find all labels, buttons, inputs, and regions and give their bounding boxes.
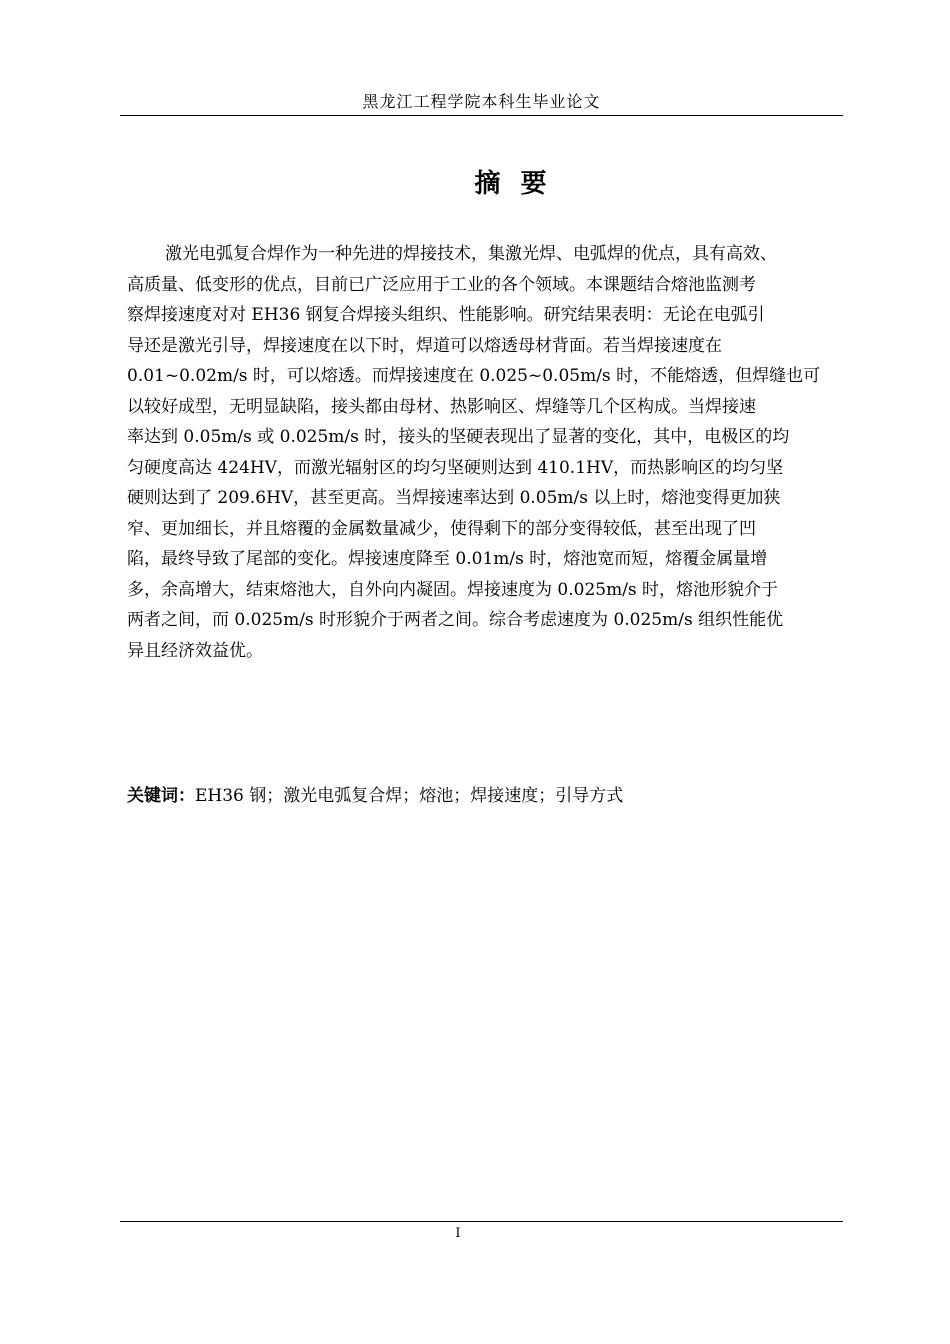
page-header: 黑龙江工程学院本科生毕业论文 bbox=[362, 92, 601, 111]
footer-divider bbox=[120, 1221, 843, 1222]
abstract-title bbox=[120, 166, 903, 202]
abstract-title-char-2: 要 bbox=[520, 169, 549, 199]
abstract-line: 高质量、低变形的优点，目前已广泛应用于工业的各个领域。本课题结合熔池监测考 bbox=[127, 274, 756, 295]
keywords bbox=[127, 783, 623, 809]
abstract-line: 窄、更加细长，并且熔覆的金属数量减少，使得剩下的部分变得较低，甚至出现了凹 bbox=[127, 518, 756, 539]
abstract-line: 匀硬度高达 424HV，而激光辐射区的均匀坚硬则达到 410.1HV，而热影响区的均匀坚 bbox=[127, 457, 784, 478]
abstract-body bbox=[127, 239, 857, 666]
abstract-line: 异且经济效益优。 bbox=[127, 640, 263, 661]
page-number: I bbox=[455, 1226, 461, 1241]
keywords-label: 关键词： bbox=[127, 786, 195, 806]
abstract-title-char-1: 摘 bbox=[474, 169, 503, 199]
keywords-text: EH36 钢；激光电弧复合焊；熔池；焊接速度；引导方式 bbox=[195, 786, 624, 806]
abstract-line: 0.01~0.02m/s 时，可以熔透。而焊接速度在 0.025~0.05m/s 时，不能熔透，但焊缝也可 bbox=[127, 366, 821, 386]
abstract-line: 陷，最终导致了尾部的变化。焊接速度降至 0.01m/s 时，熔池宽而短，熔覆金属量增 bbox=[127, 549, 768, 569]
abstract-line: 导还是激光引导，焊接速度在以下时，焊道可以熔透母材背面。若当焊接速度在 bbox=[127, 335, 722, 356]
abstract-line: 硬则达到了 209.6HV，甚至更高。当焊接速率达到 0.05m/s 以上时，熔池变得更加狭 bbox=[127, 488, 781, 508]
abstract-line: 率达到 0.05m/s 或 0.025m/s 时，接头的坚硬表现出了显著的变化，其中，电极区的均 bbox=[127, 427, 790, 447]
abstract-line: 激光电弧复合焊作为一种先进的焊接技术，集激光焊、电弧焊的优点，具有高效、 bbox=[165, 244, 777, 264]
abstract-line: 多，余高增大，结束熔池大，自外向内凝固。焊接速度为 0.025m/s 时，熔池形貌介于 bbox=[127, 579, 779, 600]
header-divider bbox=[120, 115, 843, 116]
abstract-line: 两者之间，而 0.025m/s 时形貌介于两者之间。综合考虑速度为 0.025m/s 组织性能优 bbox=[127, 610, 784, 630]
abstract-line: 以较好成型，无明显缺陷，接头都由母材、热影响区、焊缝等几个区构成。当焊接速 bbox=[127, 396, 756, 417]
abstract-line: 察焊接速度对对 EH36 钢复合焊接头组织、性能影响。研究结果表明：无论在电弧引 bbox=[127, 305, 765, 325]
